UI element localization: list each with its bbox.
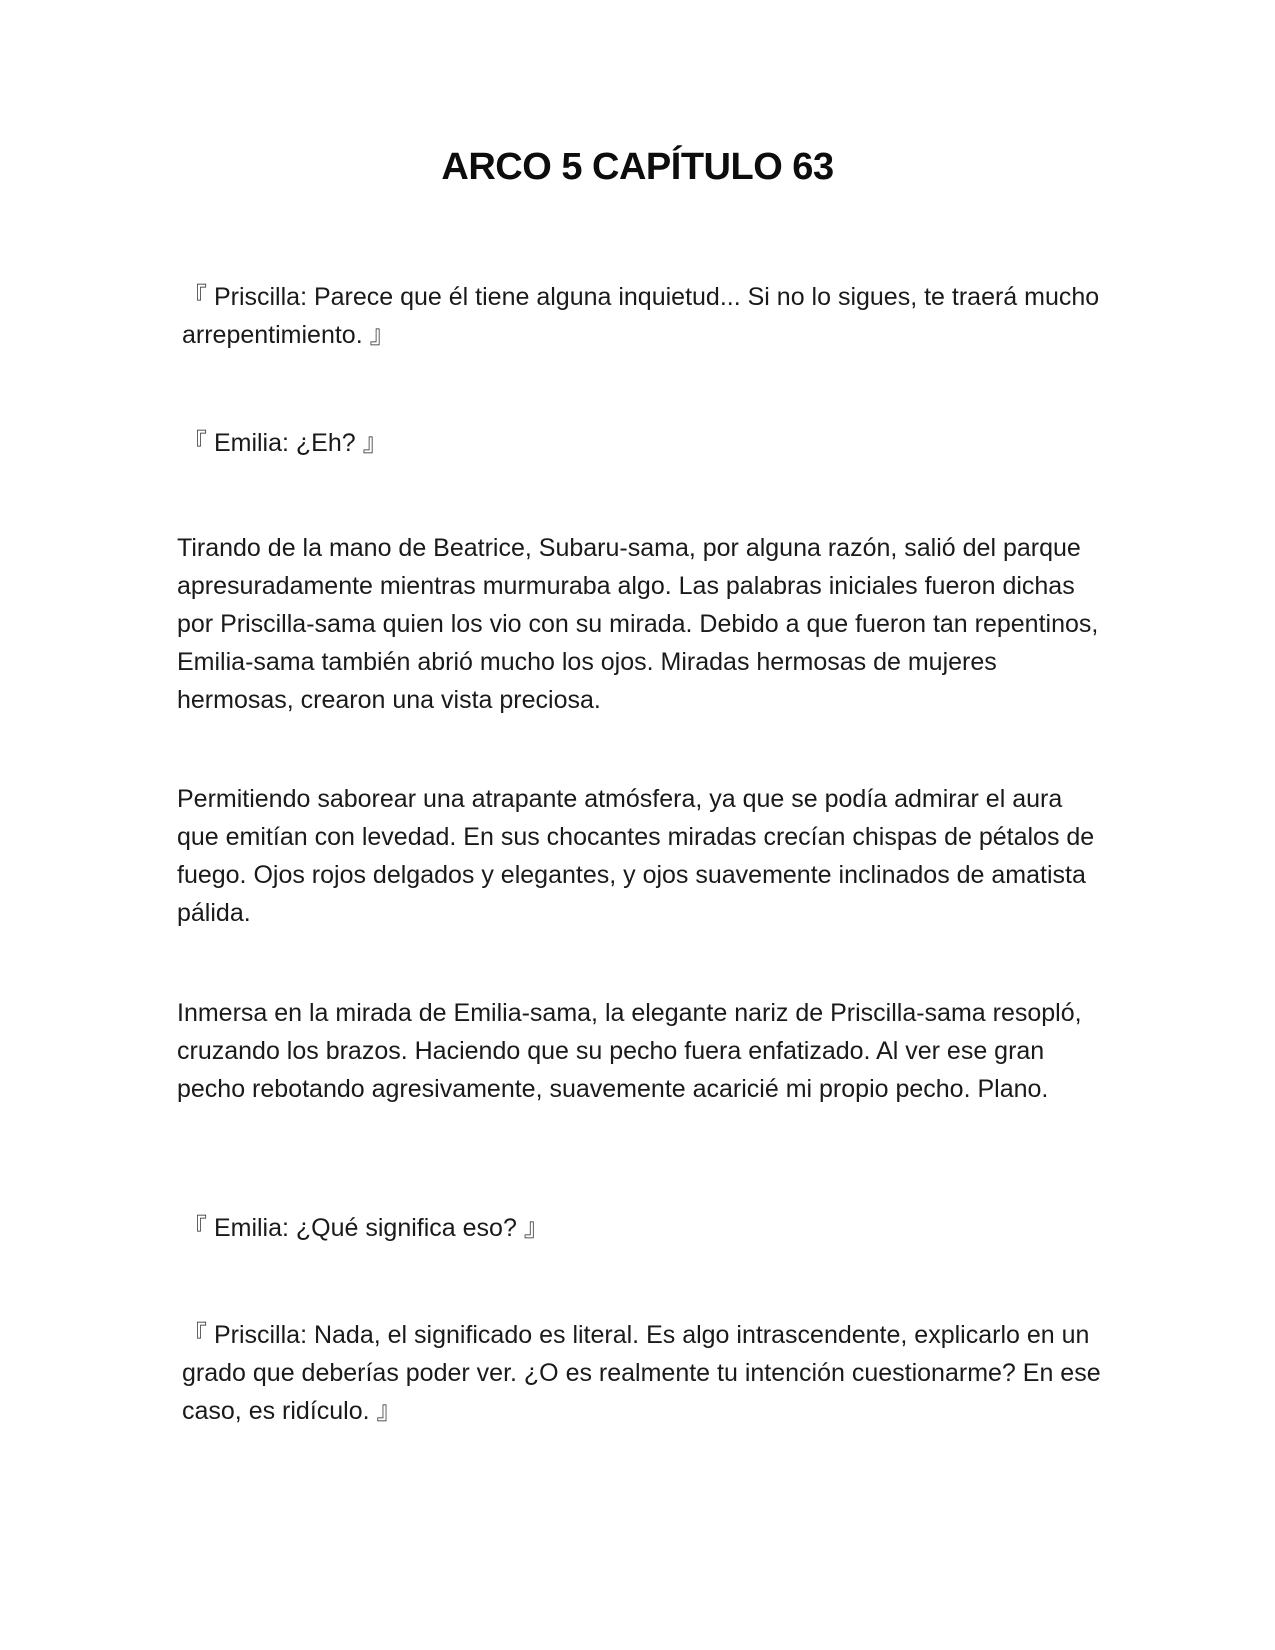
- paragraph-dialogue-emilia-1: 『 Emilia: ¿Eh? 』: [182, 429, 388, 457]
- paragraph-narration-3: Inmersa en la mirada de Emilia-sama, la elegante nariz de Priscilla-sama resopló, cruzando los brazos. Haciendo que su pecho fuera enfatizado. Al ver ese gran pecho rebotando agresivamente, suavemente acaricié mi propio pecho. Plano.: [177, 999, 1082, 1103]
- paragraph-dialogue-priscilla-1: 『 Priscilla: Parece que él tiene alguna inquietud... Si no lo sigues, te traerá mucho arrepentimiento. 』: [182, 283, 1100, 349]
- paragraph-dialogue-priscilla-2: 『 Priscilla: Nada, el significado es literal. Es algo intrascendente, explicarlo en un grado que deberías poder ver. ¿O es realmente tu intención cuestionarme? En ese caso, es ridículo. 』: [182, 1321, 1101, 1425]
- paragraph-narration-2: Permitiendo saborear una atrapante atmósfera, ya que se podía admirar el aura que emitían con levedad. En sus chocantes miradas crecían chispas de pétalos de fuego. Ojos rojos delgados y elegantes, y ojos suavemente inclinados de amatista pálida.: [177, 785, 1095, 927]
- paragraph-dialogue-emilia-2: 『 Emilia: ¿Qué significa eso? 』: [182, 1214, 549, 1242]
- chapter-title: ARCO 5 CAPÍTULO 63: [441, 146, 834, 188]
- paragraph-narration-1: Tirando de la mano de Beatrice, Subaru-sama, por alguna razón, salió del parque apresuradamente mientras murmuraba algo. Las palabras iniciales fueron dichas por Priscilla-sama quien los vio con su mirada. Debido a que fueron tan repentinos, Emilia-sama también abrió mucho los ojos. Miradas hermosas de mujeres hermosas, crearon una vista preciosa.: [177, 534, 1099, 714]
